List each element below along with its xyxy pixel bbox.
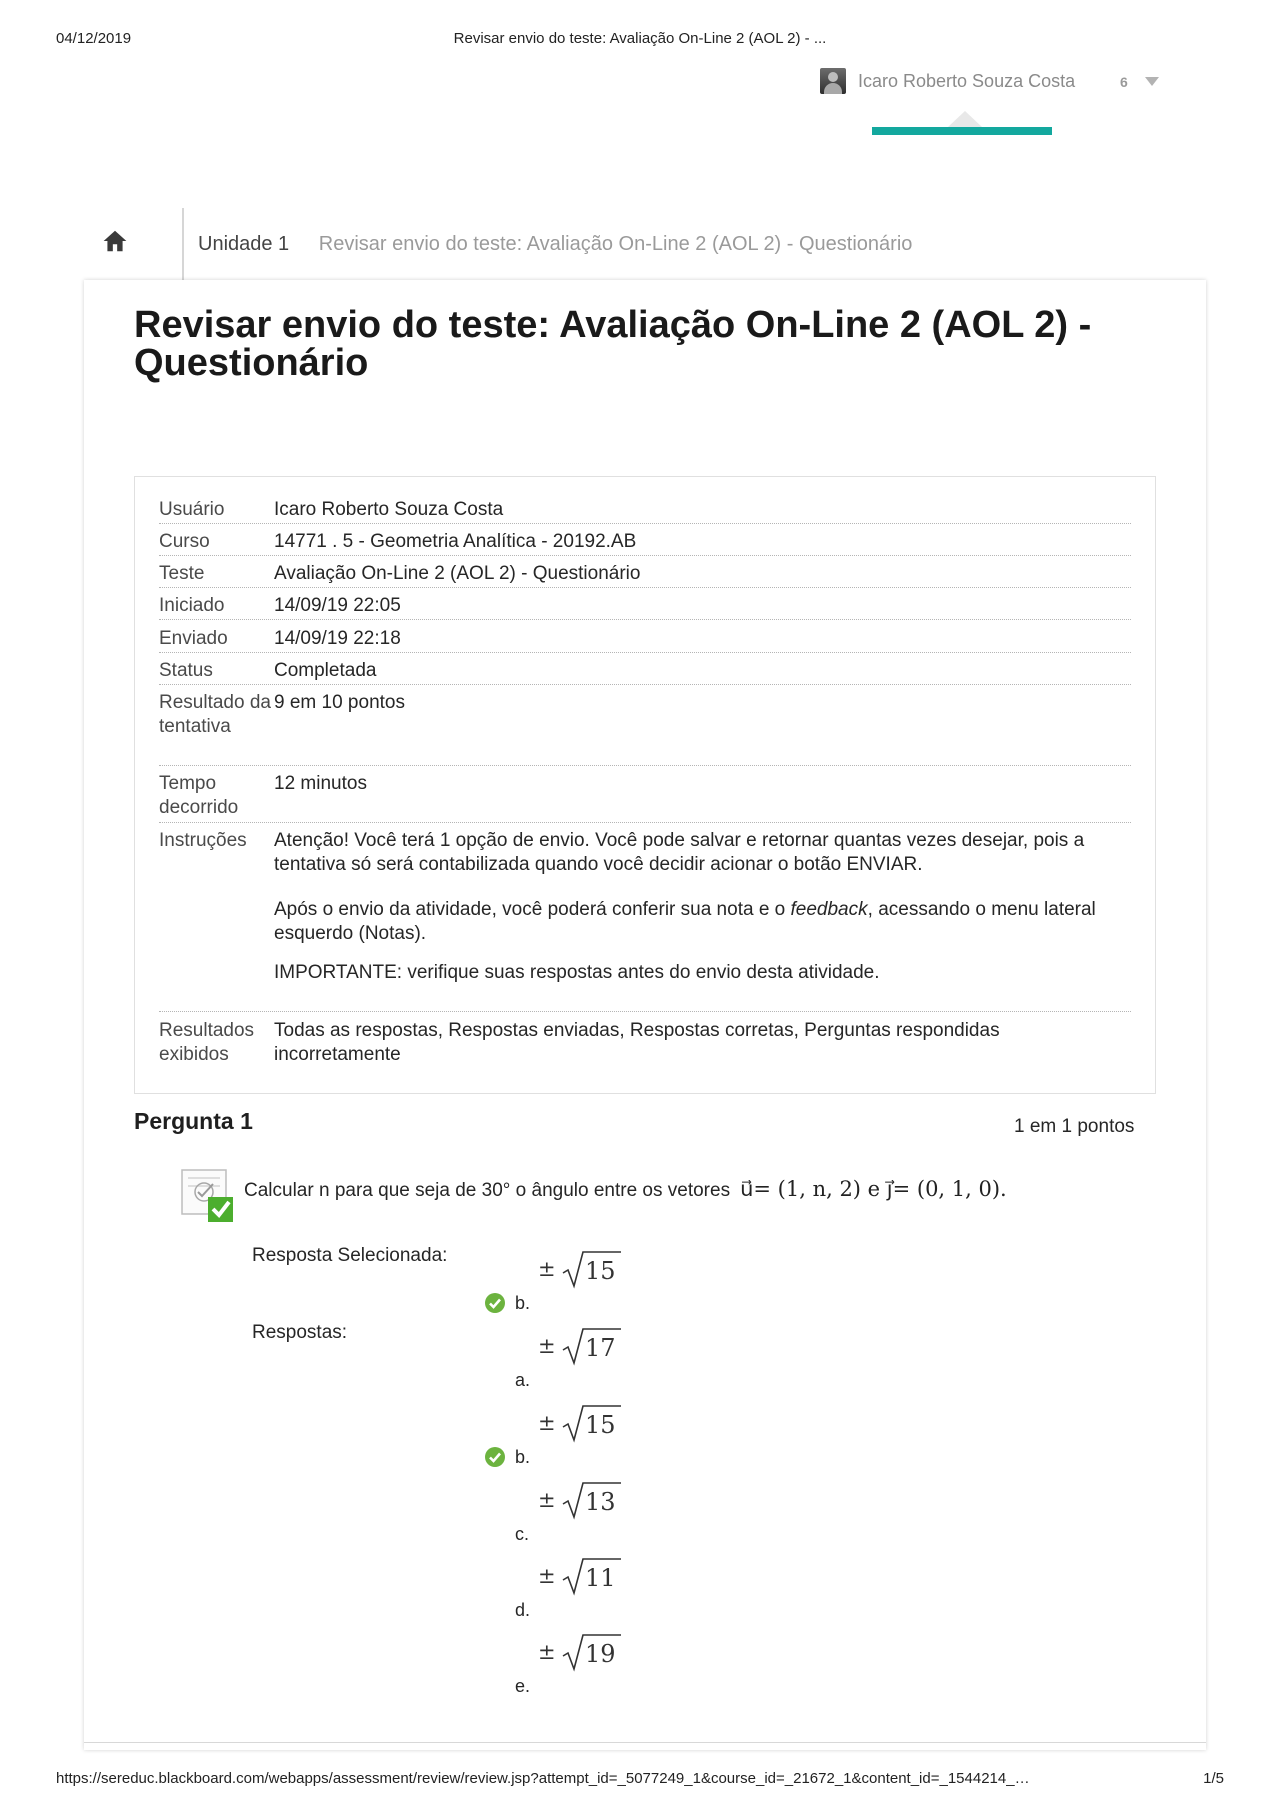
instructions-text-part: , acessando o menu lateral esquerdo (Notas). <box>274 899 1096 944</box>
plus-minus: ± <box>538 1488 556 1512</box>
question-title: Pergunta 1 <box>134 1108 253 1134</box>
detail-value: 12 minutos <box>274 773 367 794</box>
divider <box>159 822 1131 823</box>
radicand: 13 <box>584 1488 616 1516</box>
detail-value: Avaliação On-Line 2 (AOL 2) - Questionário <box>274 563 641 584</box>
question-vectors: u⃗= (1, n, 2) e j⃗= (0, 1, 0). <box>740 1177 1007 1201</box>
avatar <box>820 68 846 94</box>
detail-value: 14/09/19 22:05 <box>274 595 401 616</box>
sqrt-symbol <box>561 1632 623 1672</box>
option-e-letter: e. <box>515 1676 531 1696</box>
radicand: 15 <box>584 1257 616 1285</box>
detail-value: 14/09/19 22:18 <box>274 628 401 649</box>
feedback-emphasis: feedback <box>790 899 868 920</box>
detail-label: Resultado da tentativa <box>159 692 271 737</box>
sqrt-symbol <box>561 1556 623 1596</box>
instructions-text <box>274 829 1131 985</box>
option-e-math <box>538 1632 623 1672</box>
plus-minus: ± <box>538 1334 556 1358</box>
panel-bottom-border <box>84 1742 1206 1743</box>
option-a-letter: a. <box>515 1370 531 1390</box>
divider <box>159 684 1131 685</box>
instructions-paragraph <box>274 898 1131 946</box>
detail-label: Enviado <box>159 628 228 649</box>
selected-answer-letter: b. <box>515 1293 531 1313</box>
page-title: Revisar envio do teste: Avaliação On-Line 2 (AOL 2) - Questionário <box>134 304 1092 384</box>
notification-count-badge[interactable]: 6 <box>1120 74 1128 90</box>
detail-value: Icaro Roberto Souza Costa <box>274 499 504 520</box>
instructions-text-part: Após o envio da atividade, você poderá conferir sua nota e o <box>274 899 791 920</box>
option-b-math <box>538 1403 623 1443</box>
detail-value: Completada <box>274 660 377 681</box>
plus-minus: ± <box>538 1257 556 1281</box>
instructions-paragraph: IMPORTANTE: verifique suas respostas antes do envio desta atividade. <box>274 962 880 983</box>
divider <box>159 523 1131 524</box>
detail-label: Resultados exibidos <box>159 1020 255 1065</box>
plus-minus: ± <box>538 1411 556 1435</box>
breadcrumb-divider <box>182 208 184 280</box>
radicand: 17 <box>584 1334 616 1362</box>
option-c-letter: c. <box>515 1524 530 1544</box>
divider <box>159 619 1131 620</box>
print-date: 04/12/2019 <box>56 30 132 47</box>
print-header <box>56 30 1224 54</box>
selected-answer-label: Resposta Selecionada: <box>252 1245 448 1266</box>
question-prompt: Calcular n para que seja de 30° o ângulo entre os vetores <box>244 1180 731 1201</box>
correct-check-icon <box>484 1446 506 1468</box>
sqrt-symbol <box>561 1249 623 1289</box>
breadcrumb <box>198 233 912 256</box>
divider <box>159 1011 1131 1012</box>
sqrt-symbol <box>561 1480 623 1520</box>
plus-minus: ± <box>538 1564 556 1588</box>
detail-label: Curso <box>159 531 210 552</box>
user-menu[interactable] <box>820 68 1160 96</box>
option-d-math <box>538 1556 623 1596</box>
breadcrumb-item-current: Revisar envio do teste: Avaliação On-Line 2 (AOL 2) - Questionário <box>318 233 913 255</box>
detail-label: Iniciado <box>159 595 225 616</box>
answers-label: Respostas: <box>252 1322 348 1343</box>
chevron-down-icon[interactable] <box>1145 77 1159 86</box>
plus-minus: ± <box>538 1640 556 1664</box>
radicand: 19 <box>584 1640 616 1668</box>
graded-correct-icon <box>180 1164 244 1224</box>
nav-pointer <box>948 111 982 127</box>
divider <box>159 587 1131 588</box>
correct-check-icon <box>484 1292 506 1314</box>
detail-value: 9 em 10 pontos <box>274 692 405 713</box>
sqrt-symbol <box>561 1403 623 1443</box>
detail-label: Instruções <box>159 830 247 851</box>
print-document-title: Revisar envio do teste: Avaliação On-Line 2 (AOL 2) - ... <box>453 30 827 47</box>
option-c-math <box>538 1480 623 1520</box>
detail-label: Status <box>159 660 213 681</box>
detail-value: 14771 . 5 - Geometria Analítica - 20192.AB <box>274 531 637 552</box>
divider <box>159 765 1131 766</box>
detail-label: Usuário <box>159 499 225 520</box>
option-d-letter: d. <box>515 1600 531 1620</box>
radicand: 11 <box>584 1564 616 1592</box>
detail-value: Todas as respostas, Respostas enviadas, Respostas corretas, Perguntas respondidas incorretamente <box>274 1020 1000 1065</box>
question-text <box>244 1177 1007 1202</box>
print-footer <box>56 1770 1224 1794</box>
print-url: https://sereduc.blackboard.com/webapps/assessment/review/review.jsp?attempt_id=_5077249_1&course_id=_21672_1&content_id=_1544214_… <box>56 1770 1030 1787</box>
detail-label: Tempo decorrido <box>159 773 239 818</box>
question-points: 1 em 1 pontos <box>1014 1116 1135 1137</box>
selected-answer-math <box>538 1249 623 1289</box>
divider <box>159 652 1131 653</box>
breadcrumb-item-unidade[interactable]: Unidade 1 <box>198 233 290 255</box>
home-icon[interactable] <box>102 228 128 254</box>
detail-label: Teste <box>159 563 205 584</box>
user-name[interactable]: Icaro Roberto Souza Costa <box>858 71 1076 91</box>
instructions-paragraph: Atenção! Você terá 1 opção de envio. Você pode salvar e retornar quantas vezes desejar, pois a tentativa só será contabilizada quando você decidir acionar o botão ENVIAR. <box>274 830 1085 875</box>
option-a-math <box>538 1326 623 1366</box>
radicand: 15 <box>584 1411 616 1439</box>
print-page-number: 1/5 <box>1203 1770 1224 1787</box>
option-b-letter: b. <box>515 1447 531 1467</box>
divider <box>159 555 1131 556</box>
attempt-details <box>134 476 1156 1094</box>
nav-active-underline <box>872 127 1052 135</box>
sqrt-symbol <box>561 1326 623 1366</box>
